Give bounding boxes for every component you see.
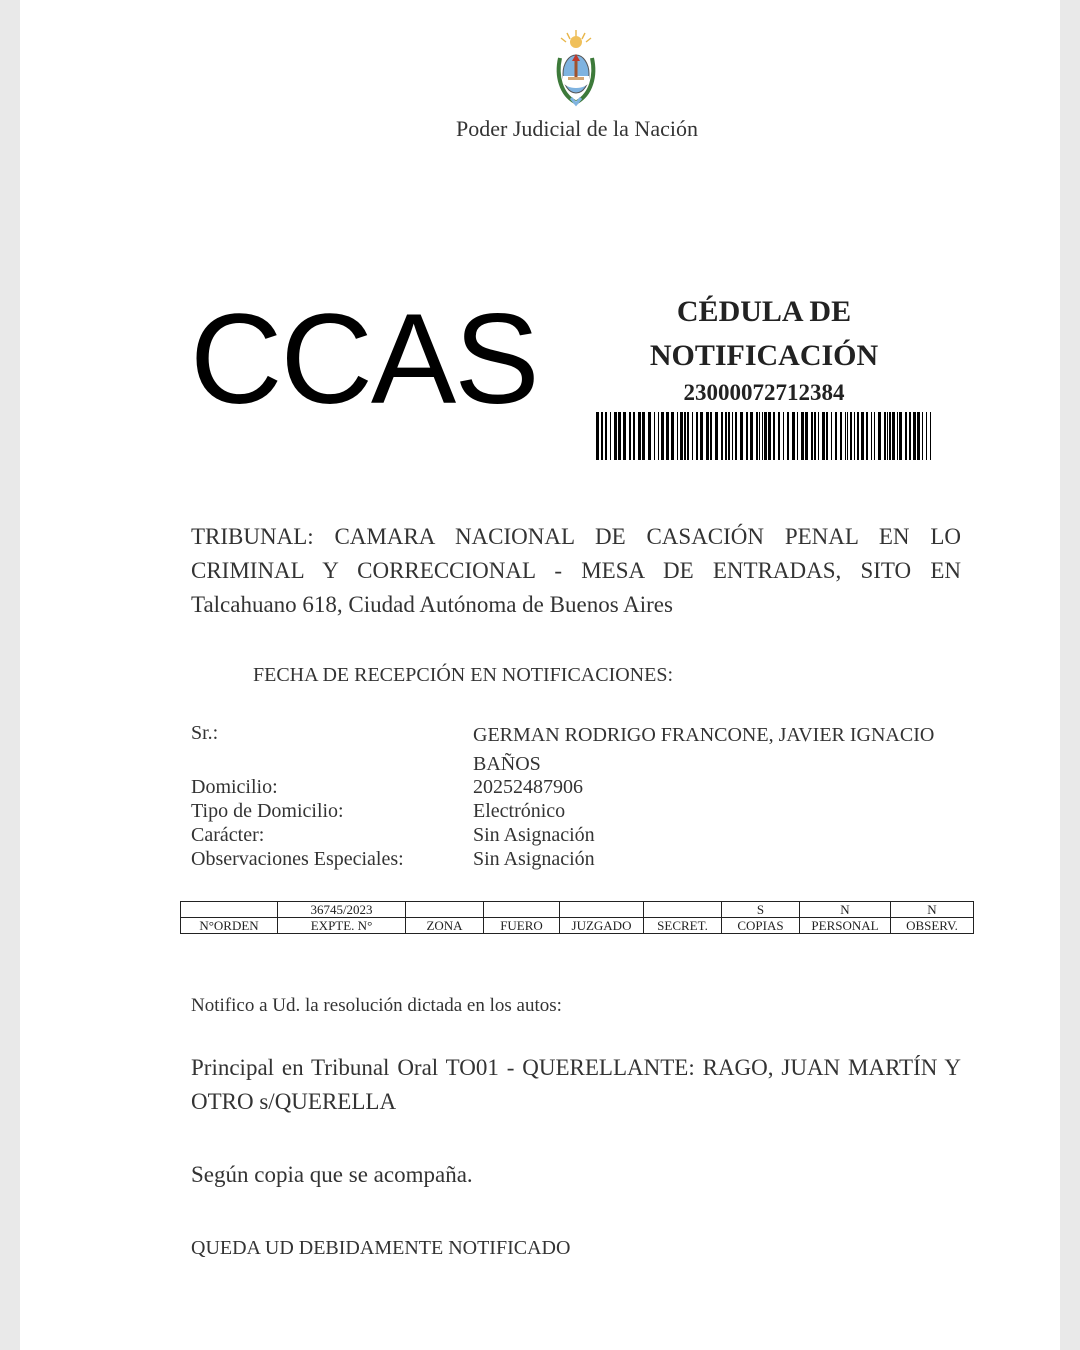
barcode-bar xyxy=(811,412,813,460)
table-cell xyxy=(644,902,722,918)
barcode-bar xyxy=(618,412,621,460)
case-caption: Principal en Tribunal Oral TO01 - QUERELLANTE: RAGO, JUAN MARTÍN Y OTRO s/QUERELLA xyxy=(191,1055,961,1114)
caracter-label: Carácter: xyxy=(191,824,265,846)
barcode-bar xyxy=(756,412,758,460)
table-cell: N xyxy=(800,902,891,918)
barcode-bar xyxy=(899,412,902,460)
table-header: OBSERV. xyxy=(891,918,974,934)
notification-intro: Notifico a Ud. la resolución dictada en los autos: xyxy=(191,995,562,1016)
barcode-bar xyxy=(845,412,846,460)
table-header: PERSONAL xyxy=(800,918,891,934)
table-header: COPIAS xyxy=(722,918,800,934)
barcode-bar xyxy=(840,412,842,460)
table-header: FUERO xyxy=(484,918,560,934)
table-cell xyxy=(181,902,278,918)
barcode-bar xyxy=(710,412,712,460)
barcode-bar xyxy=(629,412,631,460)
table-cell: S xyxy=(722,902,800,918)
table-header: JUZGADO xyxy=(560,918,644,934)
barcode-bar xyxy=(850,412,852,460)
table-cell: N xyxy=(891,902,974,918)
issuer-name: Poder Judicial de la Nación xyxy=(456,116,698,141)
observaciones-label: Observaciones Especiales: xyxy=(191,848,404,870)
barcode-bar xyxy=(596,412,599,460)
domicilio-label: Domicilio: xyxy=(191,776,278,798)
barcode-bar xyxy=(822,412,825,460)
barcode-bar xyxy=(687,412,689,460)
barcode-bar xyxy=(633,412,635,460)
barcode-bar xyxy=(878,412,881,460)
table-header: EXPTE. N° xyxy=(278,918,406,934)
barcode-bar xyxy=(610,412,611,460)
tipo-domicilio-value: Electrónico xyxy=(473,800,566,822)
barcode-bar xyxy=(866,412,868,460)
table-header-row xyxy=(181,918,974,934)
barcode-bar xyxy=(654,412,655,460)
barcode-bar xyxy=(623,412,626,460)
barcode-bar xyxy=(818,412,819,460)
barcode-bar xyxy=(648,412,651,460)
copy-note: Según copia que se acompaña. xyxy=(191,1162,473,1187)
barcode-bar xyxy=(680,412,683,460)
barcode-bar xyxy=(783,412,784,460)
ccas-logo-text: CCAS xyxy=(190,288,538,431)
table-header: N°ORDEN xyxy=(181,918,278,934)
title-line-1: CÉDULA DE xyxy=(676,295,852,328)
barcode-bar xyxy=(715,412,718,460)
barcode-bar xyxy=(871,412,872,460)
barcode-bar xyxy=(658,412,659,460)
barcode-bar xyxy=(666,412,669,460)
barcode-bar xyxy=(909,412,911,460)
table-cell xyxy=(560,902,644,918)
barcode-bar xyxy=(735,412,737,460)
barcode-bar xyxy=(638,412,641,460)
sr-label: Sr.: xyxy=(191,722,219,744)
table-values-row xyxy=(181,902,974,918)
barcode-bar xyxy=(897,412,898,460)
document-page xyxy=(20,0,1060,1350)
table-cell xyxy=(406,902,484,918)
barcode-bar xyxy=(740,412,743,460)
barcode-bar xyxy=(797,412,798,460)
barcode-bar xyxy=(605,412,607,460)
notification-number: 23000072712384 xyxy=(683,380,845,405)
barcode-bar xyxy=(926,412,927,460)
case-info-table xyxy=(180,901,974,934)
national-coat-of-arms-icon xyxy=(553,28,599,108)
table-header: ZONA xyxy=(406,918,484,934)
barcode-bar xyxy=(792,412,795,460)
closing-statement: QUEDA UD DEBIDAMENTE NOTIFICADO xyxy=(191,1237,571,1259)
barcode-bar xyxy=(930,412,931,460)
barcode-bar xyxy=(884,412,886,460)
barcode-bar xyxy=(661,412,664,460)
barcode-bar xyxy=(922,412,923,460)
barcode-bar xyxy=(721,412,723,460)
barcode-bar xyxy=(750,412,753,460)
barcode-bar xyxy=(847,412,848,460)
barcode-bar xyxy=(671,412,674,460)
table-header: SECRET. xyxy=(644,918,722,934)
barcode-bar xyxy=(831,412,832,460)
barcode-bar xyxy=(778,412,780,460)
observaciones-value: Sin Asignación xyxy=(473,848,595,870)
barcode-bar xyxy=(805,412,808,460)
barcode-bar xyxy=(835,412,837,460)
barcode-bar xyxy=(814,412,816,460)
barcode-bar xyxy=(874,412,875,460)
barcode-bar xyxy=(692,412,693,460)
table-cell: 36745/2023 xyxy=(278,902,406,918)
barcode-bar xyxy=(861,412,864,460)
barcode-bar xyxy=(746,412,748,460)
tipo-domicilio-label: Tipo de Domicilio: xyxy=(191,800,344,822)
barcode-bar xyxy=(913,412,916,460)
barcode-bar xyxy=(677,412,678,460)
barcode-bar xyxy=(917,412,920,460)
barcode-bar xyxy=(768,412,771,460)
barcode-bar xyxy=(725,412,727,460)
barcode-bar xyxy=(857,412,859,460)
tribunal-text: TRIBUNAL: CAMARA NACIONAL DE CASACIÓN PENAL EN LO CRIMINAL Y CORRECCIONAL - MESA DE ENTRADAS, SITO EN Talcahuano 618, Ciudad Autónoma de Buenos Aires xyxy=(191,524,961,617)
barcode-bar xyxy=(773,412,775,460)
barcode-bar xyxy=(854,412,855,460)
barcode-bar xyxy=(762,412,763,460)
barcode-bar xyxy=(700,412,703,460)
barcode-bar xyxy=(614,412,617,460)
barcode-bar xyxy=(732,412,733,460)
barcode-bar xyxy=(764,412,767,460)
barcode-bar xyxy=(905,412,907,460)
caracter-value: Sin Asignación xyxy=(473,824,595,846)
barcode-bar xyxy=(887,412,888,460)
barcode-bar xyxy=(801,412,804,460)
barcode-bar xyxy=(787,412,789,460)
domicilio-value: 20252487906 xyxy=(473,776,583,798)
title-line-2: NOTIFICACIÓN xyxy=(649,339,879,372)
barcode xyxy=(596,412,932,460)
table-cell xyxy=(484,902,560,918)
document-title xyxy=(606,290,922,378)
barcode-bar xyxy=(889,412,891,460)
barcode-bar xyxy=(696,412,698,460)
barcode-bar xyxy=(601,412,603,460)
barcode-bar xyxy=(826,412,828,460)
barcode-bar xyxy=(706,412,709,460)
reception-date-label: FECHA DE RECEPCIÓN EN NOTIFICACIONES: xyxy=(253,664,674,686)
barcode-bar xyxy=(759,412,760,460)
barcode-bar xyxy=(728,412,730,460)
barcode-bar xyxy=(892,412,895,460)
barcode-bar xyxy=(642,412,645,460)
sr-value: GERMAN RODRIGO FRANCONE, JAVIER IGNACIO BAÑOS xyxy=(473,724,935,775)
barcode-bar xyxy=(684,412,686,460)
